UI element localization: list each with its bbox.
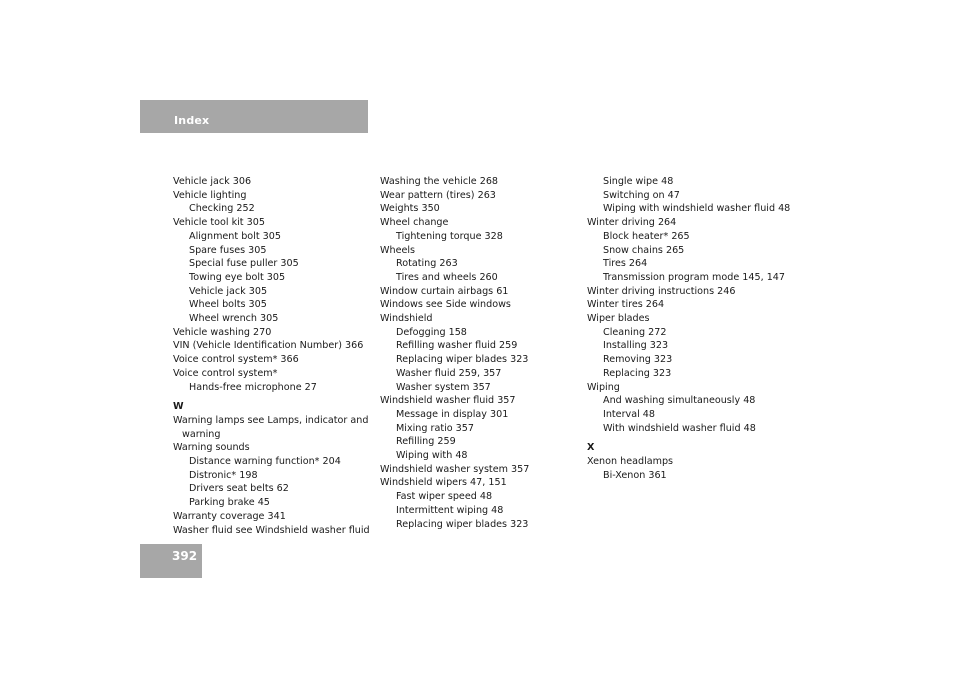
index-entry: Vehicle lighting xyxy=(173,189,247,201)
index-entry: Wiping xyxy=(587,381,620,393)
index-subentry: Wheel wrench 305 xyxy=(189,313,279,325)
index-column-2 xyxy=(380,175,580,531)
index-subentry: Refilling 259 xyxy=(396,436,456,448)
index-entry: Warning sounds xyxy=(173,442,250,454)
index-entry: Voice control system* xyxy=(173,367,278,379)
index-entry: Window curtain airbags 61 xyxy=(380,285,509,297)
index-subentry: Switching on 47 xyxy=(603,189,680,201)
index-entry: Vehicle jack 306 xyxy=(173,176,252,187)
index-entry: Vehicle tool kit 305 xyxy=(173,217,265,229)
index-subentry: Bi-Xenon 361 xyxy=(603,469,667,481)
index-entry: Warning lamps see Lamps, indicator and warning xyxy=(173,414,369,440)
index-subentry: Message in display 301 xyxy=(396,408,509,420)
index-subentry: Installing 323 xyxy=(603,340,669,352)
index-subentry: Block heater* 265 xyxy=(603,230,690,242)
index-subentry: Snow chains 265 xyxy=(603,244,685,256)
index-subentry: Special fuse puller 305 xyxy=(189,258,299,270)
index-subentry: Cleaning 272 xyxy=(603,326,667,338)
index-subentry: Parking brake 45 xyxy=(189,497,270,509)
index-subentry: Tires 264 xyxy=(603,258,648,270)
index-subentry: Rotating 263 xyxy=(396,258,458,270)
index-subentry: Hands-free microphone 27 xyxy=(189,381,317,393)
index-column-1 xyxy=(173,175,373,537)
index-subentry: Refilling washer fluid 259 xyxy=(396,340,518,352)
index-subentry: Replacing 323 xyxy=(603,367,672,379)
index-entry: Winter tires 264 xyxy=(587,299,665,311)
index-subentry: Washer fluid 259, 357 xyxy=(396,367,502,379)
index-subentry: Vehicle jack 305 xyxy=(189,285,268,297)
index-entry: Windshield wipers 47, 151 xyxy=(380,477,507,489)
index-subentry: Alignment bolt 305 xyxy=(189,230,281,242)
page-number: 392 xyxy=(172,549,198,563)
index-subentry: And washing simultaneously 48 xyxy=(603,395,756,407)
index-subentry: Tires and wheels 260 xyxy=(396,271,498,283)
index-entry: Wiper blades xyxy=(587,313,650,325)
index-entry: Windshield washer system 357 xyxy=(380,463,530,475)
index-subentry: Tightening torque 328 xyxy=(396,230,503,242)
index-entry: Wheel change xyxy=(380,217,449,229)
index-header-bar xyxy=(140,100,368,133)
index-subentry: Drivers seat belts 62 xyxy=(189,483,289,495)
index-entry: Weights 350 xyxy=(380,203,440,215)
index-subentry: Interval 48 xyxy=(603,408,655,420)
index-column-3 xyxy=(587,175,797,482)
index-subentry: Intermittent wiping 48 xyxy=(396,504,504,516)
index-subentry: Single wipe 48 xyxy=(603,176,674,187)
index-subentry: Transmission program mode 145, 147 xyxy=(603,271,786,283)
index-subentry: Wiping with windshield washer fluid 48 xyxy=(603,203,791,215)
index-entry: Windows see Side windows xyxy=(380,299,511,311)
index-entry: Washer fluid see Windshield washer fluid xyxy=(173,524,370,536)
index-subentry: Mixing ratio 357 xyxy=(396,422,474,434)
index-subentry: Removing 323 xyxy=(603,354,673,366)
page-title: Index xyxy=(174,114,210,127)
index-entry: Wheels xyxy=(380,244,416,256)
index-subentry: Replacing wiper blades 323 xyxy=(396,518,529,530)
index-subentry: Distance warning function* 204 xyxy=(189,456,341,468)
index-subentry: Spare fuses 305 xyxy=(189,244,267,256)
index-entry: VIN (Vehicle Identification Number) 366 xyxy=(173,340,364,352)
index-subentry: With windshield washer fluid 48 xyxy=(603,422,756,434)
index-subentry: Replacing wiper blades 323 xyxy=(396,354,529,366)
index-subentry: Wheel bolts 305 xyxy=(189,299,267,311)
index-entry: Vehicle washing 270 xyxy=(173,326,272,338)
index-subentry: Distronic* 198 xyxy=(189,469,258,481)
index-entry: Warranty coverage 341 xyxy=(173,510,286,522)
index-entry: Washing the vehicle 268 xyxy=(380,176,499,187)
index-subentry: Checking 252 xyxy=(189,203,255,215)
index-subentry: Wiping with 48 xyxy=(396,450,468,462)
index-subentry: Fast wiper speed 48 xyxy=(396,491,493,503)
index-entry: Windshield xyxy=(380,313,433,325)
index-subentry: Towing eye bolt 305 xyxy=(189,271,286,283)
page-number-box xyxy=(140,544,202,578)
index-entry: Xenon headlamps xyxy=(587,456,674,468)
index-entry: Voice control system* 366 xyxy=(173,354,299,366)
index-subentry: Washer system 357 xyxy=(396,381,491,393)
index-section-letter: X xyxy=(587,442,595,454)
index-entry: Winter driving 264 xyxy=(587,217,677,229)
index-entry: Winter driving instructions 246 xyxy=(587,285,736,297)
index-entry: Wear pattern (tires) 263 xyxy=(380,189,496,201)
index-section-letter: W xyxy=(173,401,184,413)
index-entry: Windshield washer fluid 357 xyxy=(380,395,516,407)
index-subentry: Defogging 158 xyxy=(396,326,467,338)
